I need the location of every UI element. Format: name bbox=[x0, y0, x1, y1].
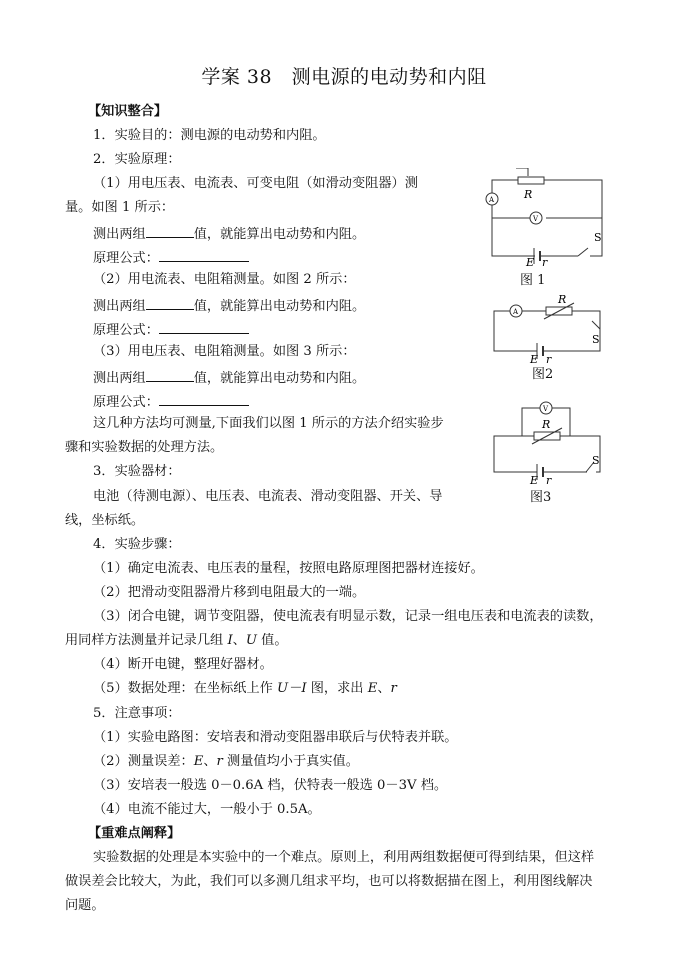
section-heading-difficult: 【重难点阐释】 bbox=[88, 826, 181, 841]
fill-blank bbox=[146, 367, 194, 382]
text-span: 、 bbox=[377, 681, 391, 696]
text-line: 3．实验器材： bbox=[93, 464, 181, 479]
fill-blank bbox=[159, 319, 249, 334]
text-line: 2．实验原理： bbox=[93, 152, 181, 167]
measure-suffix: 值，就能算出电动势和内阻。 bbox=[193, 299, 366, 314]
measure-line-2 bbox=[93, 295, 365, 316]
text-line: （1）确定电流表、电压表的量程，按照电路原理图把器材连接好。 bbox=[93, 561, 484, 576]
symbol-I: I bbox=[227, 633, 233, 648]
figure-1-caption: 图 1 bbox=[520, 273, 546, 288]
formula-line-1 bbox=[93, 247, 249, 268]
fig3-R-label: R bbox=[542, 418, 551, 431]
section-heading-knowledge: 【知识整合】 bbox=[88, 104, 168, 119]
circuit-figure-3 bbox=[486, 396, 606, 484]
fill-blank bbox=[159, 247, 249, 262]
fig3-voltmeter-label: V bbox=[543, 405, 549, 413]
text-line: （1）用电压表、电流表、可变电阻（如滑动变阻器）测 bbox=[93, 176, 418, 191]
fig2-r-label: r bbox=[546, 353, 552, 363]
text-line bbox=[65, 632, 288, 650]
text-line bbox=[93, 753, 359, 771]
text-line: （2）把滑动变阻器滑片移到电阻最大的一端。 bbox=[93, 585, 366, 600]
formula-line-3 bbox=[93, 391, 249, 412]
formula-line-2 bbox=[93, 319, 249, 340]
text-span: 、 bbox=[232, 633, 246, 648]
page-title: 学案 38 测电源的电动势和内阻 bbox=[201, 66, 487, 88]
text-span: 值。 bbox=[256, 633, 288, 648]
text-line: （3）安培表一般选 0－0.6A 档，伏特表一般选 0－3V 档。 bbox=[93, 778, 448, 793]
fig1-voltmeter-label: V bbox=[533, 215, 539, 223]
text-line: 做误差会比较大，为此，我们可以多测几组求平均，也可以将数据描在图上，利用图线解决 bbox=[65, 874, 593, 889]
symbol-E: E bbox=[193, 754, 204, 769]
measure-line-3 bbox=[93, 367, 365, 388]
fig1-rheostat bbox=[518, 177, 544, 184]
fig2-E-label: E bbox=[530, 353, 539, 363]
text-line: 电池（待测电源）、电压表、电流表、滑动变阻器、开关、导 bbox=[93, 489, 443, 504]
fig3-r-label: r bbox=[546, 474, 552, 484]
formula-label: 原理公式： bbox=[93, 395, 159, 410]
measure-line-1 bbox=[93, 223, 365, 244]
symbol-U: U bbox=[245, 633, 257, 648]
text-line: 4．实验步骤： bbox=[93, 537, 181, 552]
fig1-r-label: r bbox=[542, 256, 548, 268]
text-line: （4）断开电键，整理好器材。 bbox=[93, 657, 273, 672]
measure-suffix: 值，就能算出电动势和内阻。 bbox=[193, 371, 366, 386]
text-line: （1）实验电路图：安培表和滑动变阻器串联后与伏特表并联。 bbox=[93, 730, 458, 745]
fig1-ammeter-label: A bbox=[489, 196, 495, 204]
fig2-R-label: R bbox=[558, 293, 567, 306]
measure-prefix: 测出两组 bbox=[93, 299, 146, 314]
text-span: 测量值均小于真实值。 bbox=[222, 754, 359, 769]
text-span: 用同样方法测量并记录几组 bbox=[65, 633, 228, 648]
text-line: 实验数据的处理是本实验中的一个难点。原则上，利用两组数据便可得到结果，但这样 bbox=[93, 850, 595, 865]
text-line: 量。如图 1 所示： bbox=[65, 200, 175, 215]
text-line: 骤和实验数据的处理方法。 bbox=[65, 440, 224, 455]
circuit-figure-1 bbox=[478, 168, 608, 268]
text-line: （3）闭合电键，调节变阻器，使电流表有明显示数，记录一组电压表和电流表的读数， bbox=[93, 609, 603, 624]
symbol-E: E bbox=[367, 681, 378, 696]
fig3-loop bbox=[494, 436, 600, 472]
fig1-R-label: R bbox=[524, 188, 533, 201]
formula-label: 原理公式： bbox=[93, 323, 159, 338]
measure-prefix: 测出两组 bbox=[93, 371, 146, 386]
text-line: 线，坐标纸。 bbox=[65, 513, 145, 528]
text-span: 、 bbox=[203, 754, 217, 769]
fig3-S-label: S bbox=[592, 454, 600, 467]
fill-blank bbox=[146, 223, 194, 238]
symbol-UI: U－I bbox=[277, 681, 307, 696]
text-line bbox=[93, 680, 397, 698]
text-line: 这几种方法均可测量,下面我们以图 1 所示的方法介绍实验步 bbox=[93, 416, 444, 431]
figure-2-caption: 图2 bbox=[532, 367, 554, 382]
fig1-S-label: S bbox=[594, 231, 602, 244]
fig2-S-label: S bbox=[592, 333, 600, 346]
circuit-figure-2 bbox=[486, 293, 606, 363]
symbol-r: r bbox=[390, 681, 397, 696]
fig2-ammeter-label: A bbox=[513, 308, 519, 316]
fig1-E-label: E bbox=[526, 256, 535, 268]
figure-3-caption: 图3 bbox=[530, 490, 552, 505]
measure-suffix: 值，就能算出电动势和内阻。 bbox=[193, 227, 366, 242]
fill-blank bbox=[159, 391, 249, 406]
text-span: （5）数据处理：在坐标纸上作 bbox=[93, 681, 278, 696]
text-span: 图，求出 bbox=[306, 681, 368, 696]
measure-prefix: 测出两组 bbox=[93, 227, 146, 242]
text-line: 5．注意事项： bbox=[93, 706, 181, 721]
text-line: 1．实验目的：测电源的电动势和内阻。 bbox=[93, 128, 326, 143]
fig3-E-label: E bbox=[530, 474, 539, 484]
text-line: 问题。 bbox=[65, 898, 105, 913]
text-line: （3）用电压表、电阻箱测量。如图 3 所示： bbox=[93, 344, 356, 359]
formula-label: 原理公式： bbox=[93, 251, 159, 266]
text-line: （2）用电流表、电阻箱测量。如图 2 所示： bbox=[93, 272, 356, 287]
text-span: （2）测量误差： bbox=[93, 754, 194, 769]
text-line: （4）电流不能过大，一般小于 0.5A。 bbox=[93, 802, 321, 817]
fill-blank bbox=[146, 295, 194, 310]
symbol-r: r bbox=[216, 754, 223, 769]
fig2-switch bbox=[592, 321, 600, 329]
